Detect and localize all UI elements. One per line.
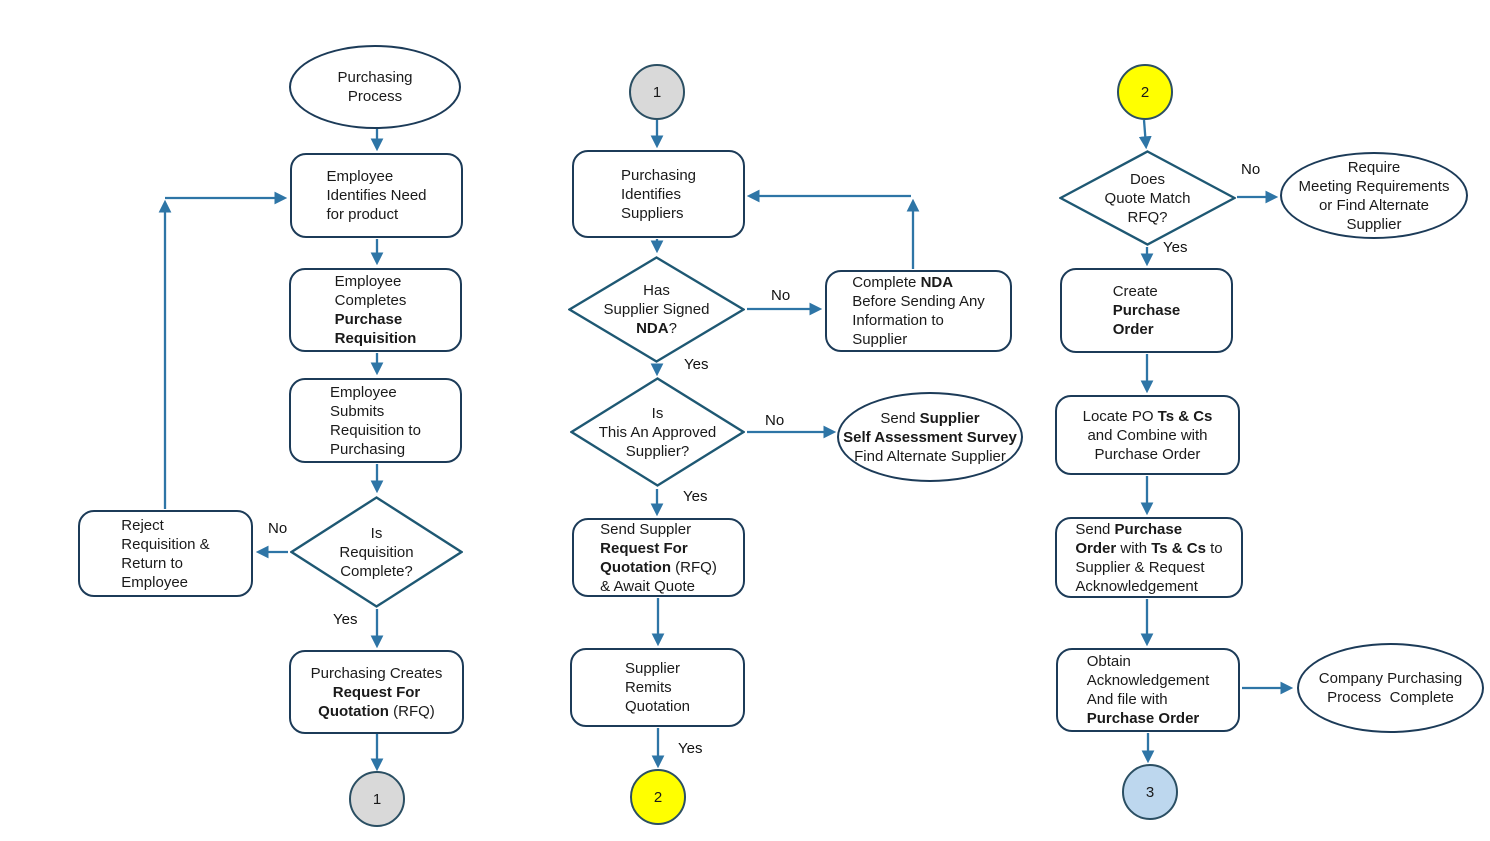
edge-label-nda-no: No	[771, 287, 791, 304]
connector-1-end	[349, 771, 405, 827]
node-complete-requisition	[289, 268, 462, 352]
connector-1-start	[629, 64, 685, 120]
node-quote-match-decision	[1059, 150, 1236, 246]
node-identify-suppliers-label: Purchasing Identifies Suppliers	[620, 166, 697, 222]
connector-2-end-label: 2	[653, 788, 663, 806]
edge-label-nda-yes: Yes	[684, 356, 709, 373]
node-remit-quotation	[570, 648, 745, 727]
node-send-rfq	[572, 518, 745, 597]
edge-label-quote-match-no: No	[1241, 161, 1261, 178]
edge-label-quote-received-yes: Yes	[678, 740, 703, 757]
node-identify-need	[290, 153, 463, 238]
node-process-complete-label: Company Purchasing Process Complete	[1318, 670, 1463, 706]
node-send-po-label: Send Purchase Order with Ts & Cs to Supplier & Request Acknowledgement	[1075, 520, 1223, 595]
node-identify-need-label: Employee Identifies Need for product	[326, 168, 427, 223]
node-purchasing-process-label: Purchasing Process	[337, 69, 413, 105]
node-submit-requisition-label: Employee Submits Requisition to Purchasing	[330, 383, 421, 458]
connector-1-end-label: 1	[372, 790, 382, 808]
edge-label-quote-match-yes: Yes	[1163, 239, 1188, 256]
node-complete-nda	[825, 270, 1012, 352]
node-approved-supplier-label: Is This An Approved Supplier?	[598, 404, 717, 460]
node-purchasing-process-start	[289, 45, 461, 129]
edge-label-requisition-no: No	[268, 520, 288, 537]
connector-1-start-label: 1	[652, 83, 662, 101]
node-send-po	[1055, 517, 1243, 598]
node-complete-requisition-label: Employee Completes Purchase Requisition	[334, 273, 417, 347]
edge-label-approved-yes: Yes	[683, 488, 708, 505]
node-identify-suppliers	[572, 150, 745, 238]
connector-2-end	[630, 769, 686, 825]
node-require-meeting	[1280, 152, 1468, 239]
node-reject-requisition-label: Reject Requisition & Return to Employee	[121, 516, 210, 591]
node-nda-signed-decision	[568, 256, 745, 363]
node-approved-supplier-decision	[570, 377, 745, 487]
node-create-po	[1060, 268, 1233, 353]
node-send-rfq-label: Send Suppler Request For Quotation (RFQ) & Await Quote	[600, 520, 717, 595]
node-requisition-complete-decision	[290, 496, 463, 608]
node-requisition-complete-label: Is Requisition Complete?	[339, 524, 414, 580]
node-create-rfq	[289, 650, 464, 734]
node-submit-requisition	[289, 378, 462, 463]
node-quote-match-label: Does Quote Match RFQ?	[1104, 170, 1191, 226]
node-obtain-acknowledgement-label: Obtain Acknowledgement And file with Purchase Order	[1086, 653, 1210, 727]
node-require-meeting-label: Require Meeting Requirements or Find Alternate Supplier	[1298, 158, 1450, 233]
node-process-complete	[1297, 643, 1484, 733]
edge-label-requisition-yes: Yes	[333, 611, 358, 628]
node-self-assessment-survey	[837, 392, 1023, 482]
node-nda-signed-label: Has Supplier Signed NDA?	[603, 282, 710, 337]
node-remit-quotation-label: Supplier Remits Quotation	[624, 660, 691, 715]
node-obtain-acknowledgement	[1056, 648, 1240, 732]
connector-3	[1122, 764, 1178, 820]
node-reject-requisition	[78, 510, 253, 597]
connector-2-start	[1117, 64, 1173, 120]
node-locate-ts-cs-label: Locate PO Ts & Cs and Combine with Purchase Order	[1082, 407, 1213, 463]
node-create-rfq-label: Purchasing Creates Request For Quotation (RFQ)	[310, 664, 443, 720]
connector-3-label: 3	[1145, 783, 1155, 801]
node-complete-nda-label: Complete NDA Before Sending Any Information to Supplier	[852, 274, 985, 348]
edge-label-approved-no: No	[765, 412, 785, 429]
node-create-po-label: Create Purchase Order	[1112, 283, 1181, 338]
node-self-assessment-label: Send Supplier Self Assessment Survey Find Alternate Supplier	[843, 409, 1017, 465]
connector-2-start-label: 2	[1140, 83, 1150, 101]
edge-connector2-to-quote-match	[1144, 120, 1146, 146]
node-locate-ts-cs	[1055, 395, 1240, 475]
